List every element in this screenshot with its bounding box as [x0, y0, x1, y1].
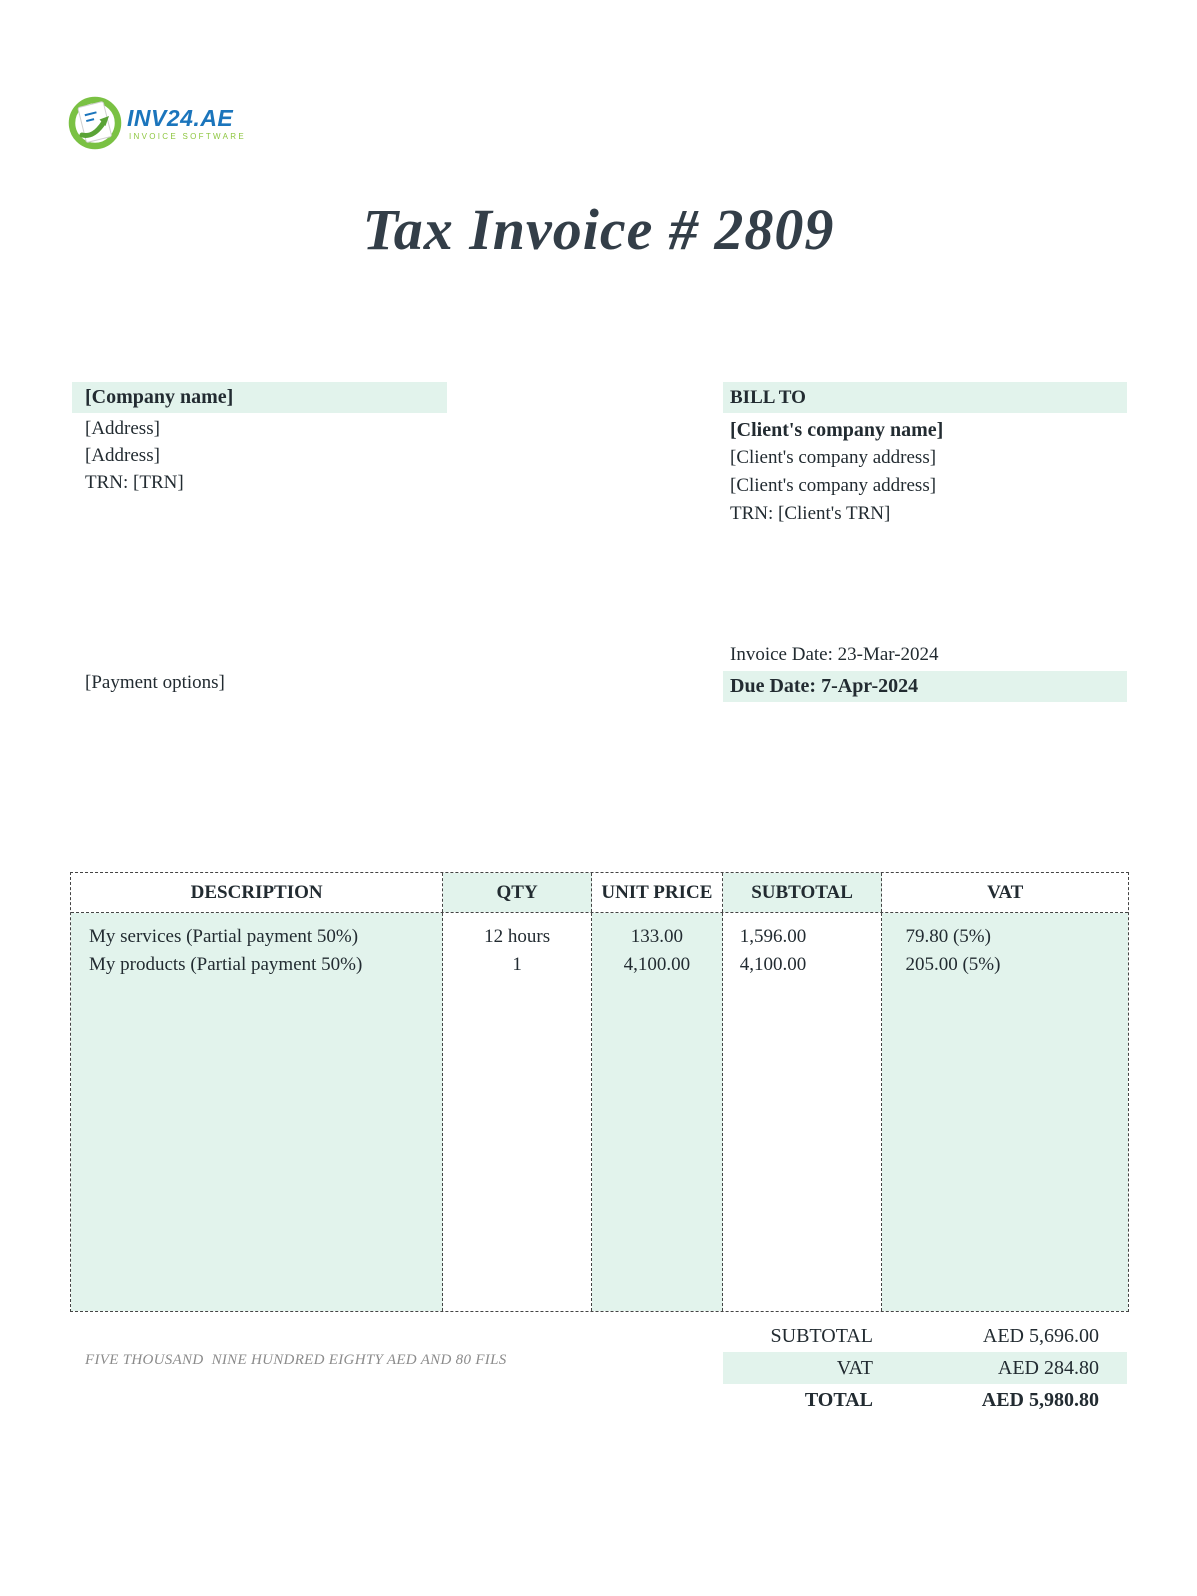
- logo: [68, 96, 246, 150]
- cell-qty-row0: 12 hours: [484, 926, 551, 947]
- company-address-line1: [Address]: [85, 418, 160, 439]
- header-description: DESCRIPTION: [71, 873, 443, 912]
- due-date-bar: [723, 671, 1127, 702]
- vat-value: AED 284.80: [997, 1356, 1099, 1379]
- total-row: [723, 1384, 1127, 1416]
- inv24-logo-icon: [68, 96, 122, 150]
- client-address-line1: [Client's company address]: [730, 447, 937, 468]
- company-name: [Company name]: [85, 386, 234, 408]
- header-qty: QTY: [443, 873, 592, 912]
- company-address-line2: [Address]: [85, 445, 160, 466]
- bill-to-block: [730, 416, 943, 528]
- cell-vat-row1: 205.00 (5%): [905, 954, 1001, 975]
- cell-vat-row0: 79.80 (5%): [905, 926, 991, 947]
- amount-in-words: FIVE THOUSAND NINE HUNDRED EIGHTY AED AND 80 FILS: [85, 1352, 507, 1368]
- invoice-date: Invoice Date: 23-Mar-2024: [730, 644, 939, 665]
- bill-to-bar: [723, 382, 1127, 413]
- client-trn: TRN: [Client's TRN]: [730, 503, 891, 524]
- invoice-title: Tax Invoice # 2809: [362, 197, 835, 262]
- column-unit-price: [592, 913, 723, 1311]
- company-trn: TRN: [TRN]: [85, 472, 184, 493]
- items-table-header: [71, 873, 1128, 913]
- header-unit-price: UNIT PRICE: [592, 873, 723, 912]
- client-address-line2: [Client's company address]: [730, 475, 937, 496]
- cell-qty-row1: 1: [512, 954, 522, 975]
- logo-name: INV24.AE: [127, 104, 234, 131]
- column-qty: [443, 913, 592, 1311]
- column-description: [71, 913, 443, 1311]
- header-vat: VAT: [987, 881, 1024, 903]
- subtotal-row: [723, 1320, 1127, 1352]
- subtotal-label: SUBTOTAL: [770, 1324, 873, 1347]
- cell-subtotal-row1: 4,100.00: [739, 954, 807, 975]
- total-value: AED 5,980.80: [981, 1388, 1099, 1411]
- client-company-name: [Client's company name]: [730, 419, 944, 441]
- header-subtotal: SUBTOTAL: [723, 873, 883, 912]
- payment-options: [Payment options]: [85, 672, 225, 693]
- vat-label: VAT: [836, 1356, 873, 1379]
- total-label: TOTAL: [804, 1388, 873, 1411]
- logo-tagline: INVOICE SOFTWARE: [129, 131, 246, 141]
- column-subtotal: [723, 913, 883, 1311]
- due-date: Due Date: 7-Apr-2024: [730, 675, 919, 697]
- logo-text: [127, 106, 246, 141]
- totals-section: [723, 1320, 1127, 1416]
- cell-description-row1: My products (Partial payment 50%): [89, 954, 363, 975]
- subtotal-value: AED 5,696.00: [982, 1324, 1099, 1347]
- cell-unit-price-row1: 4,100.00: [623, 954, 691, 975]
- vat-row: [723, 1352, 1127, 1384]
- items-table-body: [71, 913, 1128, 1311]
- items-table: [70, 872, 1129, 1312]
- company-name-bar: [72, 382, 447, 413]
- cell-description-row0: My services (Partial payment 50%): [89, 926, 359, 947]
- bill-to-label: BILL TO: [730, 386, 806, 408]
- column-vat: [882, 913, 1128, 1311]
- cell-subtotal-row0: 1,596.00: [739, 926, 807, 947]
- cell-unit-price-row0: 133.00: [630, 926, 683, 947]
- company-address-block: [85, 415, 184, 496]
